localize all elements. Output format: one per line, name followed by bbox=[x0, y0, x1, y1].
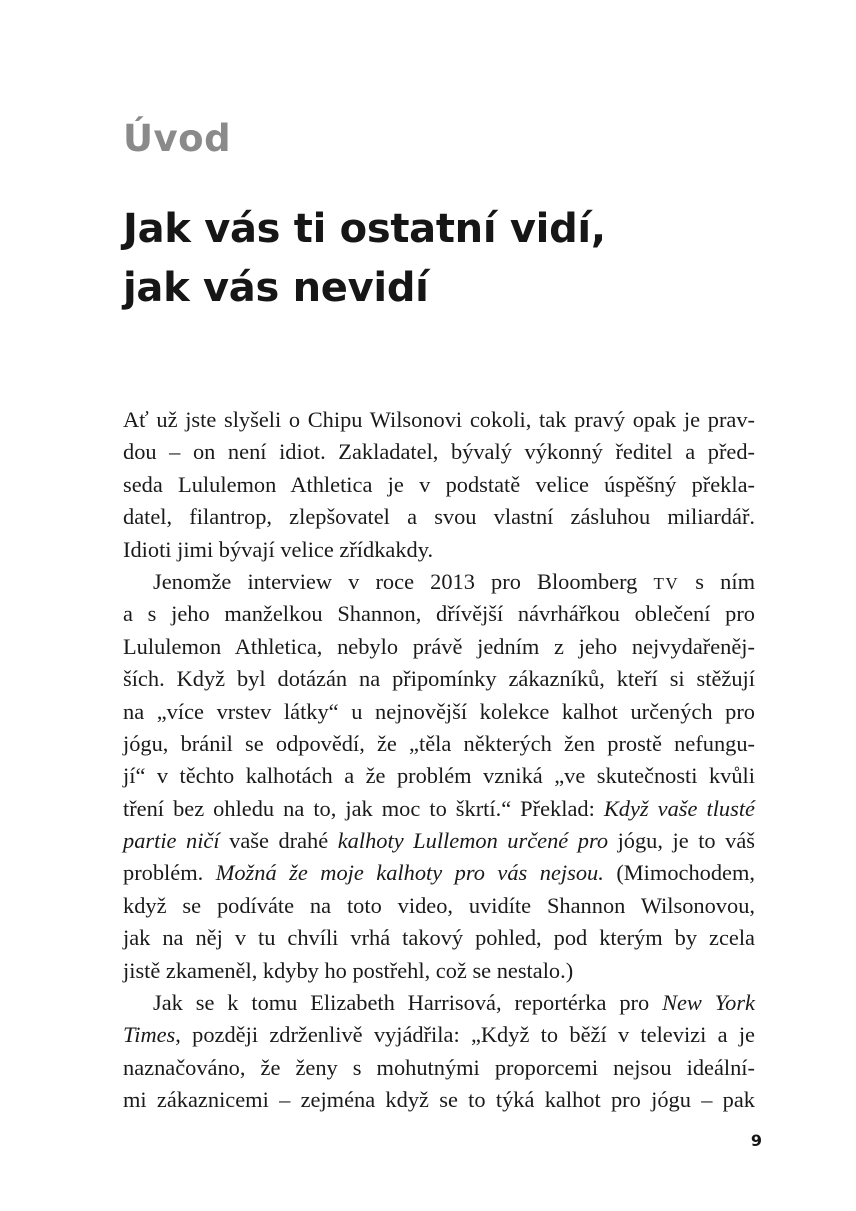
text-line: seda Lululemon Athletica je v podstatě velice úspěšný překla- bbox=[123, 471, 755, 497]
text-line: Lululemon Athletica, nebylo právě jedním z jeho nejvydařeněj- bbox=[123, 633, 755, 659]
text-line: tření bez ohledu na to, jak moc to škrtí.“ Překlad: Když vaše tlusté bbox=[123, 795, 755, 821]
body-text bbox=[123, 404, 755, 1117]
text-line: naznačováno, že ženy s mohutnými proporcemi nejsou ideální- bbox=[123, 1054, 755, 1080]
italic-text: Times bbox=[123, 1022, 176, 1048]
italic-text: kalhoty Lullemon určené pro bbox=[337, 828, 609, 854]
text-line: mi zákaznicemi – zejména když se to týká kalhot pro jógu – pak bbox=[123, 1087, 755, 1113]
text-line: jí“ v těchto kalhotách a že problém vzniká „ve skutečnosti kvůli bbox=[123, 763, 755, 789]
text-line: problém. Možná že moje kalhoty pro vás nejsou. (Mimochodem, bbox=[123, 860, 755, 886]
italic-text: Možná že moje kalhoty pro vás nejsou. bbox=[215, 860, 604, 886]
text-line: Jak se k tomu Elizabeth Harrisová, reportérka pro New York bbox=[153, 990, 755, 1016]
text-line: Times, později zdrženlivě vyjádřila: „Když to běží v televizi a je bbox=[123, 1022, 755, 1048]
text-line: jak na něj v tu chvíli vrhá takový pohled, pod kterým by zcela bbox=[123, 925, 755, 951]
chapter-title-line-1: Jak vás ti ostatní vidí, bbox=[123, 206, 606, 252]
text-line: a s jeho manželkou Shannon, dřívější návrhářkou oblečení pro bbox=[123, 601, 755, 627]
text-line: když se podíváte na toto video, uvidíte Shannon Wilsonovou, bbox=[123, 892, 755, 918]
chapter-title bbox=[123, 200, 763, 318]
italic-text: New York bbox=[662, 990, 755, 1016]
text-line: ších. Když byl dotázán na připomínky zákazníků, kteří si stěžují bbox=[123, 666, 755, 692]
text-line: jistě zkameněl, kdyby ho postřehl, což se nestalo.) bbox=[123, 957, 574, 983]
page-number: 9 bbox=[750, 1131, 762, 1150]
chapter-title-line-2: jak vás nevidí bbox=[123, 265, 429, 311]
text-line: dou – on není idiot. Zakladatel, bývalý výkonný ředitel a před- bbox=[123, 439, 755, 465]
text-line: partie ničí vaše drahé kalhoty Lullemon určené pro jógu, je to váš bbox=[123, 828, 755, 854]
italic-text: partie ničí bbox=[123, 828, 220, 854]
text-line: Idioti jimi bývají velice zřídkakdy. bbox=[123, 536, 434, 562]
text-line: Jenomže interview v roce 2013 pro Bloomberg TV s ním bbox=[153, 568, 755, 594]
text-line: datel, filantrop, zlepšovatel a svou vlastní zásluhou miliardář. bbox=[123, 504, 755, 530]
small-caps-text: TV bbox=[653, 573, 680, 593]
text-line: jógu, bránil se odpovědí, že „těla některých žen prostě nefungu- bbox=[123, 730, 755, 756]
italic-text: Když vaše tlusté bbox=[603, 795, 755, 821]
text-line: Ať už jste slyšeli o Chipu Wilsonovi cokoli, tak pravý opak je prav- bbox=[123, 407, 755, 432]
chapter-label: Úvod bbox=[123, 117, 232, 160]
text-line: na „více vrstev látky“ u nejnovější kolekce kalhot určených pro bbox=[123, 698, 755, 724]
